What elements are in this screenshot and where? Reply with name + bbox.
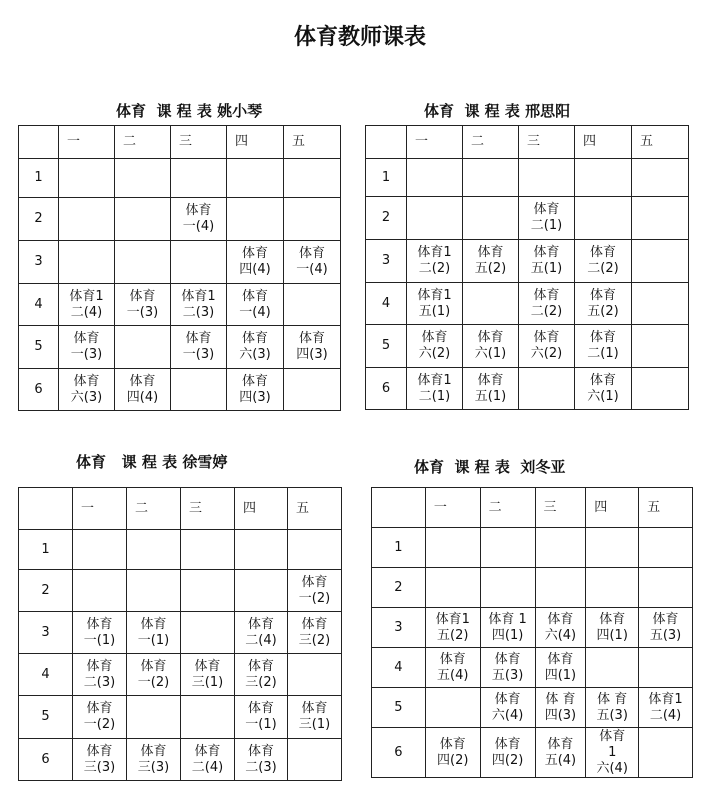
class-cell xyxy=(59,159,115,198)
class-cell xyxy=(284,369,341,411)
class-cell: 体育 四(1) xyxy=(535,648,586,688)
class-cell: 体育1 二(2) xyxy=(407,240,463,283)
class-cell xyxy=(535,528,586,568)
table-row xyxy=(19,739,342,781)
class-cell xyxy=(127,570,181,612)
class-cell: 体育 四(3) xyxy=(284,326,341,369)
class-cell xyxy=(288,739,342,781)
class-cell: 体育 五(4) xyxy=(425,648,480,688)
day-header: 二 xyxy=(463,126,519,159)
class-cell xyxy=(632,368,689,410)
class-cell xyxy=(73,570,127,612)
class-cell xyxy=(407,197,463,240)
period-label: 6 xyxy=(19,739,73,781)
period-label: 3 xyxy=(366,240,407,283)
class-cell: 体育 六(3) xyxy=(227,326,284,369)
class-cell: 体育 1 六(4) xyxy=(586,728,639,778)
class-cell xyxy=(407,159,463,197)
class-cell: 体 育 五(3) xyxy=(586,688,639,728)
class-cell xyxy=(171,369,227,411)
class-cell xyxy=(181,612,235,654)
class-cell: 体育 二(2) xyxy=(575,240,632,283)
class-cell: 体育 一(1) xyxy=(73,612,127,654)
class-cell: 体育 三(2) xyxy=(288,612,342,654)
class-cell xyxy=(639,528,693,568)
class-cell: 体育 四(4) xyxy=(227,241,284,284)
day-header: 三 xyxy=(181,488,235,530)
class-cell: 体育 六(1) xyxy=(463,325,519,368)
class-cell: 体育 1 四(1) xyxy=(480,608,535,648)
period-label: 3 xyxy=(372,608,426,648)
period-label: 4 xyxy=(19,654,73,696)
class-cell: 体育1 二(4) xyxy=(59,284,115,326)
period-label: 6 xyxy=(366,368,407,410)
class-cell: 体育 一(4) xyxy=(171,198,227,241)
day-header: 四 xyxy=(575,126,632,159)
table-row xyxy=(366,159,689,197)
class-cell xyxy=(227,198,284,241)
period-label: 5 xyxy=(366,325,407,368)
class-cell: 体育 五(2) xyxy=(575,283,632,325)
class-cell xyxy=(73,530,127,570)
class-cell xyxy=(575,197,632,240)
class-cell: 体育 四(1) xyxy=(586,608,639,648)
day-header: 四 xyxy=(227,126,284,159)
table-row xyxy=(19,241,341,284)
class-cell: 体育 二(3) xyxy=(73,654,127,696)
class-cell: 体育 一(3) xyxy=(171,326,227,369)
day-header: 五 xyxy=(639,488,693,528)
schedule-table xyxy=(18,487,342,781)
day-header: 五 xyxy=(284,126,341,159)
class-cell xyxy=(227,159,284,198)
class-cell xyxy=(586,568,639,608)
class-cell: 体育 三(2) xyxy=(235,654,288,696)
class-cell: 体育 一(2) xyxy=(127,654,181,696)
class-cell: 体育 二(1) xyxy=(519,197,575,240)
table-row xyxy=(366,197,689,240)
table-row xyxy=(19,198,341,241)
class-cell xyxy=(425,688,480,728)
class-cell xyxy=(115,241,171,284)
day-header: 一 xyxy=(59,126,115,159)
day-header: 五 xyxy=(288,488,342,530)
class-cell xyxy=(284,284,341,326)
class-cell xyxy=(181,570,235,612)
class-cell xyxy=(425,528,480,568)
class-cell xyxy=(288,654,342,696)
class-cell xyxy=(181,530,235,570)
class-cell xyxy=(235,570,288,612)
class-cell: 体育 六(2) xyxy=(519,325,575,368)
table-row xyxy=(366,368,689,410)
class-cell: 体育1 二(4) xyxy=(639,688,693,728)
table-row xyxy=(19,570,342,612)
schedule-table xyxy=(365,125,689,410)
period-label: 2 xyxy=(366,197,407,240)
day-header: 三 xyxy=(535,488,586,528)
class-cell xyxy=(284,198,341,241)
class-cell xyxy=(235,530,288,570)
period-label: 1 xyxy=(19,530,73,570)
class-cell xyxy=(632,325,689,368)
table-row xyxy=(372,728,693,778)
class-cell xyxy=(463,159,519,197)
schedule-table xyxy=(18,125,341,411)
day-header: 四 xyxy=(586,488,639,528)
day-header: 一 xyxy=(425,488,480,528)
page-title: 体育教师课表 xyxy=(293,24,426,50)
class-cell xyxy=(639,728,693,778)
class-cell: 体育 六(3) xyxy=(59,369,115,411)
class-cell: 体育 五(3) xyxy=(639,608,693,648)
class-cell xyxy=(425,568,480,608)
class-cell: 体育 五(1) xyxy=(463,368,519,410)
class-cell: 体育1 五(1) xyxy=(407,283,463,325)
table-row xyxy=(372,608,693,648)
table-row xyxy=(19,654,342,696)
period-label: 5 xyxy=(19,696,73,739)
class-cell xyxy=(632,240,689,283)
class-cell xyxy=(632,197,689,240)
class-cell xyxy=(115,159,171,198)
class-cell: 体育 六(4) xyxy=(535,608,586,648)
table-row xyxy=(366,283,689,325)
class-cell: 体育 一(2) xyxy=(73,696,127,739)
period-label: 5 xyxy=(19,326,59,369)
schedule-title: 体育 课 程 表 姚小琴 xyxy=(116,102,263,120)
class-cell xyxy=(127,696,181,739)
class-cell xyxy=(115,326,171,369)
table-row xyxy=(366,240,689,283)
class-cell: 体育 四(2) xyxy=(425,728,480,778)
table-row xyxy=(19,369,341,411)
class-cell: 体育 一(3) xyxy=(59,326,115,369)
period-label: 3 xyxy=(19,241,59,284)
class-cell xyxy=(115,198,171,241)
corner-cell xyxy=(366,126,407,159)
schedule-table xyxy=(371,487,693,778)
class-cell: 体育1 五(2) xyxy=(425,608,480,648)
class-cell: 体 育 四(3) xyxy=(535,688,586,728)
class-cell xyxy=(171,159,227,198)
class-cell xyxy=(586,648,639,688)
class-cell xyxy=(171,241,227,284)
period-label: 5 xyxy=(372,688,426,728)
class-cell: 体育 三(1) xyxy=(181,654,235,696)
class-cell xyxy=(586,528,639,568)
class-cell xyxy=(480,528,535,568)
class-cell: 体育 一(3) xyxy=(115,284,171,326)
period-label: 4 xyxy=(366,283,407,325)
table-row xyxy=(372,528,693,568)
day-header: 五 xyxy=(632,126,689,159)
table-row xyxy=(19,696,342,739)
class-cell xyxy=(632,159,689,197)
period-label: 6 xyxy=(372,728,426,778)
class-cell: 体育 三(1) xyxy=(288,696,342,739)
corner-cell xyxy=(372,488,426,528)
class-cell xyxy=(284,159,341,198)
day-header: 一 xyxy=(407,126,463,159)
period-label: 2 xyxy=(19,198,59,241)
class-cell xyxy=(127,530,181,570)
class-cell: 体育 五(1) xyxy=(519,240,575,283)
class-cell: 体育 五(4) xyxy=(535,728,586,778)
day-header: 三 xyxy=(519,126,575,159)
class-cell: 体育 二(1) xyxy=(575,325,632,368)
class-cell xyxy=(463,283,519,325)
period-label: 1 xyxy=(366,159,407,197)
class-cell xyxy=(288,530,342,570)
period-label: 6 xyxy=(19,369,59,411)
class-cell: 体育 六(2) xyxy=(407,325,463,368)
schedule-title: 体育 课 程 表 刘冬亚 xyxy=(414,458,566,476)
class-cell xyxy=(639,648,693,688)
day-header: 二 xyxy=(127,488,181,530)
class-cell: 体育1 二(3) xyxy=(171,284,227,326)
day-header: 二 xyxy=(115,126,171,159)
class-cell: 体育 六(4) xyxy=(480,688,535,728)
schedule-title: 体育 课 程 表 邢思阳 xyxy=(424,102,571,120)
class-cell: 体育 二(2) xyxy=(519,283,575,325)
period-label: 1 xyxy=(372,528,426,568)
class-cell: 体育 二(3) xyxy=(235,739,288,781)
table-row xyxy=(372,648,693,688)
table-row xyxy=(372,688,693,728)
class-cell: 体育 一(1) xyxy=(127,612,181,654)
day-header: 四 xyxy=(235,488,288,530)
day-header: 三 xyxy=(171,126,227,159)
day-header: 二 xyxy=(480,488,535,528)
class-cell xyxy=(632,283,689,325)
period-label: 2 xyxy=(372,568,426,608)
table-row xyxy=(372,568,693,608)
class-cell xyxy=(575,159,632,197)
period-label: 4 xyxy=(372,648,426,688)
period-label: 2 xyxy=(19,570,73,612)
class-cell: 体育 三(3) xyxy=(127,739,181,781)
class-cell xyxy=(463,197,519,240)
class-cell: 体育 四(4) xyxy=(115,369,171,411)
class-cell xyxy=(59,241,115,284)
class-cell xyxy=(519,368,575,410)
class-cell: 体育 五(2) xyxy=(463,240,519,283)
class-cell: 体育 二(4) xyxy=(181,739,235,781)
class-cell: 体育 二(4) xyxy=(235,612,288,654)
class-cell: 体育 四(2) xyxy=(480,728,535,778)
class-cell xyxy=(480,568,535,608)
class-cell: 体育 一(4) xyxy=(227,284,284,326)
table-row xyxy=(19,612,342,654)
day-header: 一 xyxy=(73,488,127,530)
period-label: 3 xyxy=(19,612,73,654)
class-cell: 体育1 二(1) xyxy=(407,368,463,410)
period-label: 4 xyxy=(19,284,59,326)
schedule-title: 体育 课 程 表 徐雪婷 xyxy=(76,453,228,471)
table-row xyxy=(19,159,341,198)
class-cell: 体育 五(3) xyxy=(480,648,535,688)
corner-cell xyxy=(19,488,73,530)
corner-cell xyxy=(19,126,59,159)
class-cell: 体育 三(3) xyxy=(73,739,127,781)
table-row xyxy=(19,284,341,326)
class-cell xyxy=(59,198,115,241)
table-row xyxy=(19,326,341,369)
class-cell: 体育 一(1) xyxy=(235,696,288,739)
table-row xyxy=(19,530,342,570)
period-label: 1 xyxy=(19,159,59,198)
class-cell: 体育 四(3) xyxy=(227,369,284,411)
class-cell xyxy=(181,696,235,739)
class-cell: 体育 六(1) xyxy=(575,368,632,410)
class-cell xyxy=(535,568,586,608)
class-cell xyxy=(519,159,575,197)
class-cell: 体育 一(2) xyxy=(288,570,342,612)
class-cell: 体育 一(4) xyxy=(284,241,341,284)
table-row xyxy=(366,325,689,368)
class-cell xyxy=(639,568,693,608)
